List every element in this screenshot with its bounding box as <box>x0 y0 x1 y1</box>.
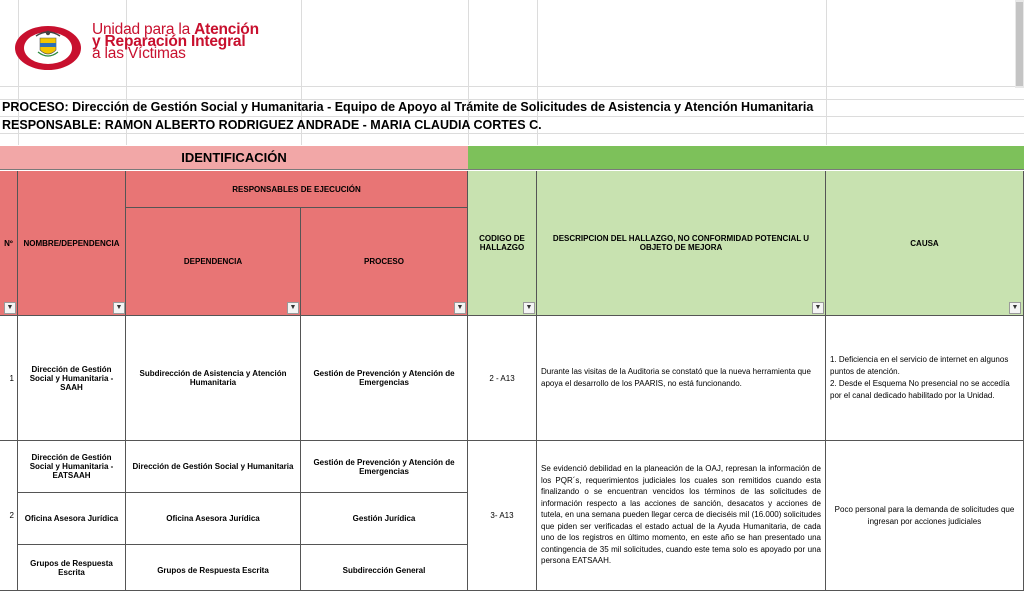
cell-codigo[interactable]: 3- A13 <box>468 441 537 591</box>
cell-nombre[interactable]: Dirección de Gestión Social y Humanitaria - EATSAAH <box>18 441 126 493</box>
cell-dependencia[interactable]: Dirección de Gestión Social y Humanitaria <box>126 441 301 493</box>
scrollbar-thumb[interactable] <box>1016 2 1023 86</box>
cell-nombre[interactable]: Oficina Asesora Jurídica <box>18 493 126 545</box>
cell-causa[interactable]: Poco personal para la demanda de solicitudes que ingresan por acciones judiciales <box>826 441 1024 591</box>
cell-dependencia[interactable]: Oficina Asesora Jurídica <box>126 493 301 545</box>
cell-nombre[interactable]: Dirección de Gestión Social y Humanitaria - SAAH <box>18 316 126 441</box>
responsible-title: RESPONSABLE: RAMON ALBERTO RODRIGUEZ ANDRADE - MARIA CLAUDIA CORTES C. <box>2 118 542 132</box>
filter-dropdown-num[interactable]: ▼ <box>4 302 16 314</box>
filter-dropdown-causa[interactable]: ▼ <box>1009 302 1021 314</box>
cell-descripcion[interactable]: Se evidenció debilidad en la planeación de la OAJ, represan la información de los PQR´s, requerimientos judiciales los cuales son remitidos cuando esta finalizando o se encuentran vencidos los términos de las solicitudes de información respecto a las acciones de sanción, desacatos y acciones de tutela, en una semana pueden llegar cerca de dieciséis mil (16.000) solicitudes que piden ser verificadas el estado actual de la Ayuda Humanitaria, de cada uno de los registros en último momento, en este año se han presentado una contingencia de 35 mil solicitudes, cuando este tema solo es apoyado por una persona EATSAAH. <box>537 441 826 591</box>
cell-proceso[interactable]: Gestión Jurídica <box>301 493 468 545</box>
cell-codigo[interactable]: 2 - A13 <box>468 316 537 441</box>
col-header-responsables: RESPONSABLES DE EJECUCIÓN <box>126 171 468 208</box>
col-header-descripcion: DESCRIPCION DEL HALLAZGO, NO CONFORMIDAD POTENCIAL U OBJETO DE MEJORA <box>537 171 826 316</box>
org-name-line2: y Reparación Integral <box>92 33 246 50</box>
filter-dropdown-descripcion[interactable]: ▼ <box>812 302 824 314</box>
org-name-line3: a las Víctimas <box>92 45 186 62</box>
col-header-causa: CAUSA <box>826 171 1024 316</box>
section-hallazgo-band <box>468 146 1024 170</box>
causa-item: 2. Desde el Esquema No presencial no se accedía por el canal dedicado habilitado por la Unidad. <box>830 379 1010 400</box>
section-identificacion: IDENTIFICACIÓN <box>0 146 468 170</box>
cell-causa[interactable] <box>826 316 1024 441</box>
cell-proceso[interactable]: Subdirección General <box>301 545 468 591</box>
cell-proceso[interactable]: Gestión de Prevención y Atención de Emergencias <box>301 316 468 441</box>
col-header-nombre: NOMBRE/DEPENDENCIA <box>18 171 126 316</box>
organization-name <box>92 21 259 62</box>
vertical-scrollbar[interactable] <box>1015 0 1024 88</box>
cell-num[interactable]: 2 <box>0 441 18 591</box>
cell-num[interactable]: 1 <box>0 316 18 441</box>
organization-logo <box>14 20 284 70</box>
cell-descripcion[interactable]: Durante las visitas de la Auditoria se constató que la nueva herramienta que apoya el desarrollo de los PAARIS, no está funcionando. <box>537 316 826 441</box>
filter-dropdown-dependencia[interactable]: ▼ <box>287 302 299 314</box>
col-header-num: Nº <box>0 171 18 316</box>
org-name-line1-bold: Atención <box>194 21 259 38</box>
causa-item: 1. Deficiencia en el servicio de internet en algunos puntos de atención. <box>830 355 1009 376</box>
process-title: PROCESO: Dirección de Gestión Social y Humanitaria - Equipo de Apoyo al Trámite de Solicitudes de Asistencia y Atención Humanitaria <box>2 100 814 114</box>
filter-dropdown-proceso[interactable]: ▼ <box>454 302 466 314</box>
org-name-line1: Unidad para la <box>92 21 195 38</box>
cell-dependencia[interactable]: Grupos de Respuesta Escrita <box>126 545 301 591</box>
col-header-proceso: PROCESO <box>301 208 468 316</box>
cell-dependencia[interactable]: Subdirección de Asistencia y Atención Humanitaria <box>126 316 301 441</box>
cell-nombre[interactable]: Grupos de Respuesta Escrita <box>18 545 126 591</box>
col-header-codigo: CODIGO DE HALLAZGO <box>468 171 537 316</box>
filter-dropdown-codigo[interactable]: ▼ <box>523 302 535 314</box>
col-header-dependencia: DEPENDENCIA <box>126 208 301 316</box>
filter-dropdown-nombre[interactable]: ▼ <box>113 302 125 314</box>
colombia-seal-icon <box>14 24 82 72</box>
cell-proceso[interactable]: Gestión de Prevención y Atención de Emergencias <box>301 441 468 493</box>
